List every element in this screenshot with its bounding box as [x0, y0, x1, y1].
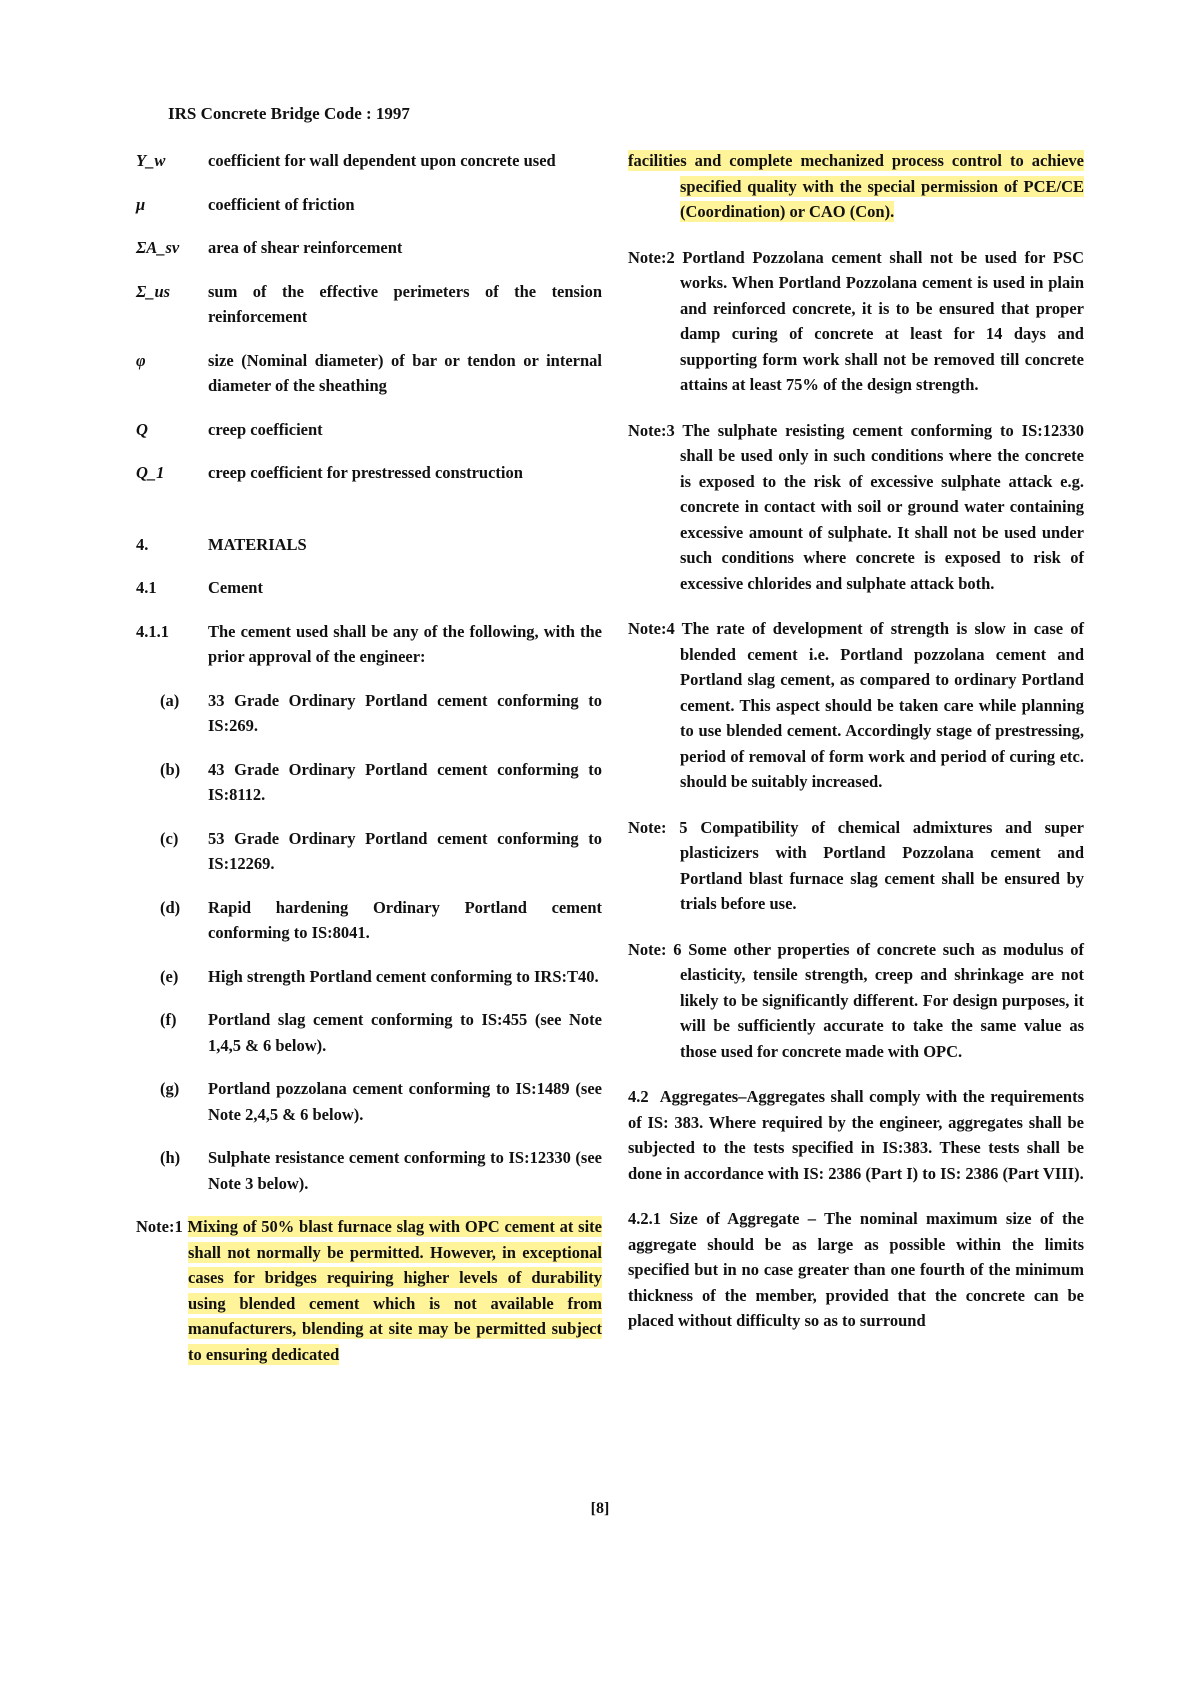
note-label: Note: 5: [628, 817, 688, 837]
page-number: [8]: [590, 1500, 610, 1517]
clause-4-2: [628, 1084, 1084, 1186]
section-title: Cement: [208, 578, 263, 597]
symbol: Q: [136, 419, 148, 439]
clause-number: 4.2: [628, 1087, 649, 1106]
item-marker: (b): [160, 759, 181, 779]
clause-4-2-1: [628, 1206, 1084, 1334]
item-text: 33 Grade Ordinary Portland cement conforming to IS:269.: [208, 690, 602, 735]
item-marker: (d): [160, 897, 181, 917]
list-item: [136, 1076, 602, 1127]
item-text: Rapid hardening Ordinary Portland cement conforming to IS:8041.: [208, 897, 602, 942]
symbol-row: [136, 348, 602, 399]
symbol-row: [136, 460, 602, 486]
clause-4-1-1: [136, 619, 602, 670]
list-item: [136, 757, 602, 808]
note-5: [628, 815, 1084, 917]
section-number: 4.1: [136, 578, 157, 597]
note-3: [628, 418, 1084, 597]
clause-title: Aggregates: [659, 1087, 739, 1106]
page-header: IRS Concrete Bridge Code : 1997: [168, 104, 410, 123]
note-label: Note:4: [628, 619, 675, 638]
note-6: [628, 937, 1084, 1065]
symbol: Y_w: [136, 151, 166, 170]
symbol: Σ_us: [136, 281, 171, 301]
note-label: Note:1: [136, 1217, 183, 1236]
item-marker: (g): [160, 1079, 180, 1098]
item-marker: (a): [160, 690, 180, 710]
clause-text: The cement used shall be any of the following, with the prior approval of the engineer:: [208, 621, 602, 666]
section-number: 4.: [136, 534, 149, 554]
symbol-description: sum of the effective perimeters of the tension reinforcement: [208, 281, 602, 326]
item-text: Portland slag cement conforming to IS:455 (see Note 1,4,5 & 6 below).: [208, 1010, 602, 1055]
symbol-description: creep coefficient: [208, 419, 323, 439]
note-label: Note:2: [628, 247, 675, 267]
item-marker: (h): [160, 1148, 181, 1167]
item-marker: (c): [160, 828, 179, 848]
symbol-row: [136, 235, 602, 261]
item-marker: (e): [160, 966, 179, 986]
note-text: The sulphate resisting cement conforming to IS:12330 shall be used only in such conditions where the concrete is exposed to the risk of excessive sulphate attack e.g. concrete in contact with soil or ground water containing excessive amount of sulphate. It shall not be used under such conditions where concrete is exposed to risk of excessive chlorides and sulphate attack both.: [680, 420, 1084, 593]
clause-number: 4.2.1: [628, 1209, 661, 1228]
list-item: [136, 895, 602, 946]
highlighted-text: facilities and complete mechanized process control to achieve specified quality with the special permission of PCE/CE (Coordination) or CAO (Con).: [628, 151, 1084, 221]
note-1: [136, 1214, 602, 1367]
note-text: The rate of development of strength is slow in case of blended cement i.e. Portland pozzolana cement and Portland slag cement, as compared to ordinary Portland cement. This aspect should be taken care while planning to use blended cement. Accordingly stage of prestressing, period of removal of form work and period of curing etc. should be suitably increased.: [680, 619, 1085, 791]
note-label: Note: 6: [628, 939, 682, 959]
item-text: 43 Grade Ordinary Portland cement conforming to IS:8112.: [208, 759, 602, 804]
section-title: MATERIALS: [208, 534, 307, 554]
clause-text: – The nominal maximum size of the aggregate should be as large as possible within the limits specified but in no case greater than one fourth of the minimum thickness of the member, provided that the concrete can be placed without difficulty so as to surround: [628, 1209, 1084, 1330]
symbol: Q_1: [136, 463, 165, 482]
list-item: [136, 1145, 602, 1196]
note-1-continuation: [628, 148, 1084, 225]
section-heading-materials: [136, 532, 602, 558]
spacer: [136, 504, 602, 532]
item-text: High strength Portland cement conforming to IRS:T40.: [208, 966, 599, 986]
right-column: [628, 148, 1084, 1354]
note-text: Some other properties of concrete such as modulus of elasticity, tensile strength, creep and shrinkage are not likely to be significantly different. For design purposes, it will be sufficiently accurate to take the same value as those used for concrete made with OPC.: [680, 939, 1084, 1061]
list-item: [136, 826, 602, 877]
symbol-description: size (Nominal diameter) of bar or tendon or internal diameter of the sheathing: [208, 350, 602, 395]
note-text: Compatibility of chemical admixtures and super plasticizers with Portland Pozzolana cement and Portland blast furnace slag cement shall be ensured by trials before use.: [680, 817, 1085, 913]
list-item: [136, 964, 602, 990]
item-text: Sulphate resistance cement conforming to IS:12330 (see Note 3 below).: [208, 1148, 602, 1193]
note-text: Portland Pozzolana cement shall not be used for PSC works. When Portland Pozzolana cement is used in plain and reinforced concrete, it is to be ensured that proper damp curing of concrete at least for 14 days and supporting form work shall not be removed till concrete attains at least 75% of the design strength.: [680, 247, 1085, 394]
clause-title: Size of Aggregate: [669, 1209, 800, 1228]
symbol: μ: [136, 194, 146, 214]
note-label: Note:3: [628, 420, 675, 440]
symbol-description: coefficient of friction: [208, 194, 355, 214]
list-item: [136, 1007, 602, 1058]
symbol-description: coefficient for wall dependent upon concrete used: [208, 151, 556, 170]
item-text: Portland pozzolana cement conforming to IS:1489 (see Note 2,4,5 & 6 below).: [208, 1079, 602, 1124]
symbol-row: [136, 148, 602, 174]
symbol-row: [136, 417, 602, 443]
list-item: [136, 688, 602, 739]
clause-number: 4.1.1: [136, 621, 169, 641]
symbol-row: [136, 279, 602, 330]
note-2: [628, 245, 1084, 398]
left-column: [136, 148, 602, 1387]
item-text: 53 Grade Ordinary Portland cement conforming to IS:12269.: [208, 828, 602, 873]
highlighted-text: Mixing of 50% blast furnace slag with OPC cement at site shall not normally be permitted. However, in exceptional cases for bridges requiring higher levels of durability using blended cement which is not available from manufacturers, blending at site may be permitted subject to ensuring dedicated: [187, 1217, 603, 1364]
clause-text: –Aggregates shall comply with the requirements of IS: 383. Where required by the engineer, aggregates shall be subjected to the tests specified in IS:383. These tests shall be done in accordance with IS: 2386 (Part I) to IS: 2386 (Part VIII).: [628, 1087, 1085, 1183]
symbol-description: area of shear reinforcement: [208, 238, 403, 257]
symbol-row: [136, 192, 602, 218]
symbol-description: creep coefficient for prestressed construction: [208, 463, 523, 482]
section-heading-cement: [136, 575, 602, 601]
note-4: [628, 616, 1084, 795]
item-marker: (f): [160, 1010, 177, 1029]
symbol: ΣA_sv: [136, 238, 180, 257]
symbol: φ: [136, 350, 146, 370]
